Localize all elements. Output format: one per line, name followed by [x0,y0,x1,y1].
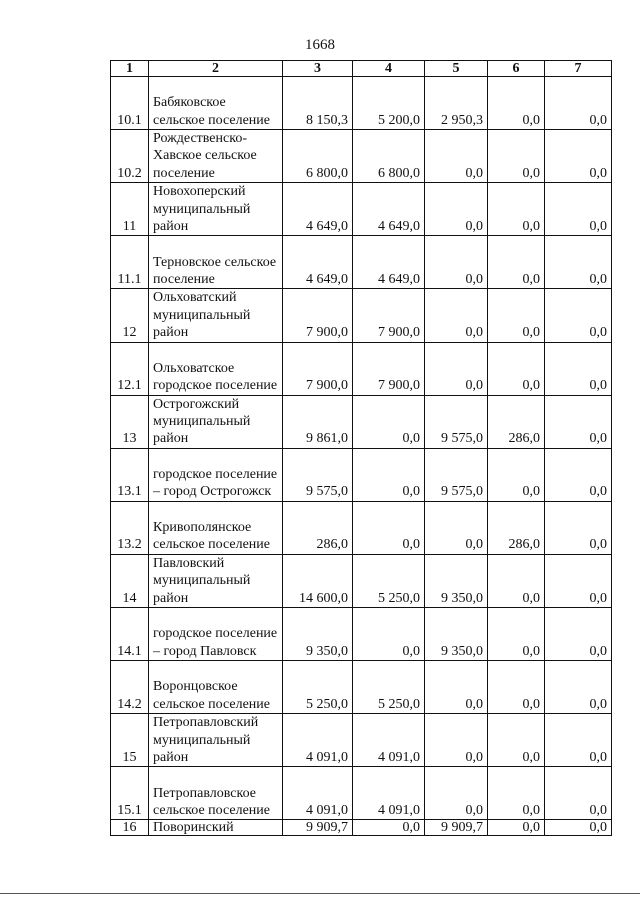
row-name: Павловский муниципальный район [149,554,283,607]
value-col-5: 9 350,0 [425,608,488,661]
value-col-5: 0,0 [425,289,488,342]
value-col-6: 0,0 [488,448,545,501]
row-index: 15 [111,714,149,767]
table-row [111,501,612,554]
value-col-6: 0,0 [488,661,545,714]
row-name: Новохоперский муниципальный район [149,183,283,236]
row-index: 16 [111,820,149,836]
value-col-6: 0,0 [488,608,545,661]
column-header: 1 [111,61,149,77]
row-index: 13.2 [111,501,149,554]
row-name: Бабяковское сельское поселение [149,77,283,130]
row-name: Рождественско-Хавское сельское поселение [149,130,283,183]
value-col-7: 0,0 [545,714,612,767]
value-col-6: 286,0 [488,395,545,448]
value-col-5: 0,0 [425,661,488,714]
value-col-3: 4 649,0 [283,236,353,289]
row-index: 15.1 [111,767,149,820]
row-name: Поворинский [149,820,283,836]
value-col-7: 0,0 [545,236,612,289]
value-col-4: 5 250,0 [353,554,425,607]
value-col-3: 5 250,0 [283,661,353,714]
value-col-4: 0,0 [353,501,425,554]
column-header: 6 [488,61,545,77]
column-header: 2 [149,61,283,77]
value-col-4: 4 091,0 [353,767,425,820]
table-header-row [111,61,612,77]
row-index: 10.1 [111,77,149,130]
table-row [111,395,612,448]
value-col-5: 9 350,0 [425,554,488,607]
table-row [111,77,612,130]
value-col-5: 9 909,7 [425,820,488,836]
value-col-4: 0,0 [353,395,425,448]
value-col-7: 0,0 [545,342,612,395]
value-col-3: 9 861,0 [283,395,353,448]
row-index: 13.1 [111,448,149,501]
value-col-7: 0,0 [545,501,612,554]
value-col-5: 9 575,0 [425,448,488,501]
table-row [111,608,612,661]
value-col-4: 5 250,0 [353,661,425,714]
row-name: Воронцовское сельское поселение [149,661,283,714]
column-header: 4 [353,61,425,77]
row-index: 14.2 [111,661,149,714]
value-col-5: 0,0 [425,236,488,289]
value-col-7: 0,0 [545,289,612,342]
value-col-6: 0,0 [488,554,545,607]
value-col-4: 4 091,0 [353,714,425,767]
row-index: 12 [111,289,149,342]
table-row [111,448,612,501]
value-col-7: 0,0 [545,820,612,836]
value-col-3: 9 575,0 [283,448,353,501]
value-col-3: 6 800,0 [283,130,353,183]
value-col-4: 7 900,0 [353,342,425,395]
value-col-5: 2 950,3 [425,77,488,130]
value-col-4: 4 649,0 [353,183,425,236]
value-col-3: 4 091,0 [283,714,353,767]
row-name: городское поселение – город Острогожск [149,448,283,501]
value-col-3: 4 649,0 [283,183,353,236]
bottom-rule [0,893,640,894]
value-col-5: 0,0 [425,714,488,767]
value-col-6: 286,0 [488,501,545,554]
value-col-5: 9 575,0 [425,395,488,448]
row-name: Терновское сельское поселение [149,236,283,289]
value-col-3: 4 091,0 [283,767,353,820]
table-row [111,342,612,395]
value-col-7: 0,0 [545,767,612,820]
value-col-3: 7 900,0 [283,289,353,342]
page-number: 1668 [305,37,335,53]
table-row [111,661,612,714]
row-name: Кривополянское сельское поселение [149,501,283,554]
row-index: 14.1 [111,608,149,661]
row-index: 11.1 [111,236,149,289]
value-col-4: 0,0 [353,608,425,661]
table-row [111,820,612,836]
value-col-4: 4 649,0 [353,236,425,289]
table-row [111,183,612,236]
value-col-4: 5 200,0 [353,77,425,130]
value-col-6: 0,0 [488,820,545,836]
budget-table [110,60,612,836]
row-name: Петропавловский муниципальный район [149,714,283,767]
value-col-3: 14 600,0 [283,554,353,607]
row-name: городское поселение – город Павловск [149,608,283,661]
value-col-5: 0,0 [425,342,488,395]
row-name: Ольховатский муниципальный район [149,289,283,342]
table-row [111,130,612,183]
value-col-4: 7 900,0 [353,289,425,342]
value-col-4: 6 800,0 [353,130,425,183]
row-index: 13 [111,395,149,448]
row-index: 10.2 [111,130,149,183]
column-header: 3 [283,61,353,77]
value-col-7: 0,0 [545,661,612,714]
value-col-3: 9 909,7 [283,820,353,836]
value-col-5: 0,0 [425,767,488,820]
value-col-7: 0,0 [545,183,612,236]
value-col-5: 0,0 [425,501,488,554]
value-col-6: 0,0 [488,767,545,820]
value-col-3: 286,0 [283,501,353,554]
row-name: Ольховатское городское поселение [149,342,283,395]
table-row [111,714,612,767]
value-col-6: 0,0 [488,77,545,130]
value-col-5: 0,0 [425,130,488,183]
value-col-3: 8 150,3 [283,77,353,130]
table-row [111,289,612,342]
value-col-6: 0,0 [488,183,545,236]
column-header: 7 [545,61,612,77]
value-col-4: 0,0 [353,448,425,501]
value-col-6: 0,0 [488,342,545,395]
table-row [111,236,612,289]
value-col-6: 0,0 [488,236,545,289]
value-col-5: 0,0 [425,183,488,236]
table-row [111,554,612,607]
row-name: Петропавловское сельское поселение [149,767,283,820]
value-col-7: 0,0 [545,448,612,501]
row-index: 12.1 [111,342,149,395]
value-col-6: 0,0 [488,714,545,767]
value-col-6: 0,0 [488,289,545,342]
value-col-3: 7 900,0 [283,342,353,395]
value-col-7: 0,0 [545,554,612,607]
value-col-4: 0,0 [353,820,425,836]
value-col-7: 0,0 [545,130,612,183]
table-row [111,767,612,820]
column-header: 5 [425,61,488,77]
value-col-6: 0,0 [488,130,545,183]
row-name: Острогожский муниципальный район [149,395,283,448]
row-index: 11 [111,183,149,236]
value-col-7: 0,0 [545,77,612,130]
value-col-3: 9 350,0 [283,608,353,661]
row-index: 14 [111,554,149,607]
value-col-7: 0,0 [545,608,612,661]
value-col-7: 0,0 [545,395,612,448]
